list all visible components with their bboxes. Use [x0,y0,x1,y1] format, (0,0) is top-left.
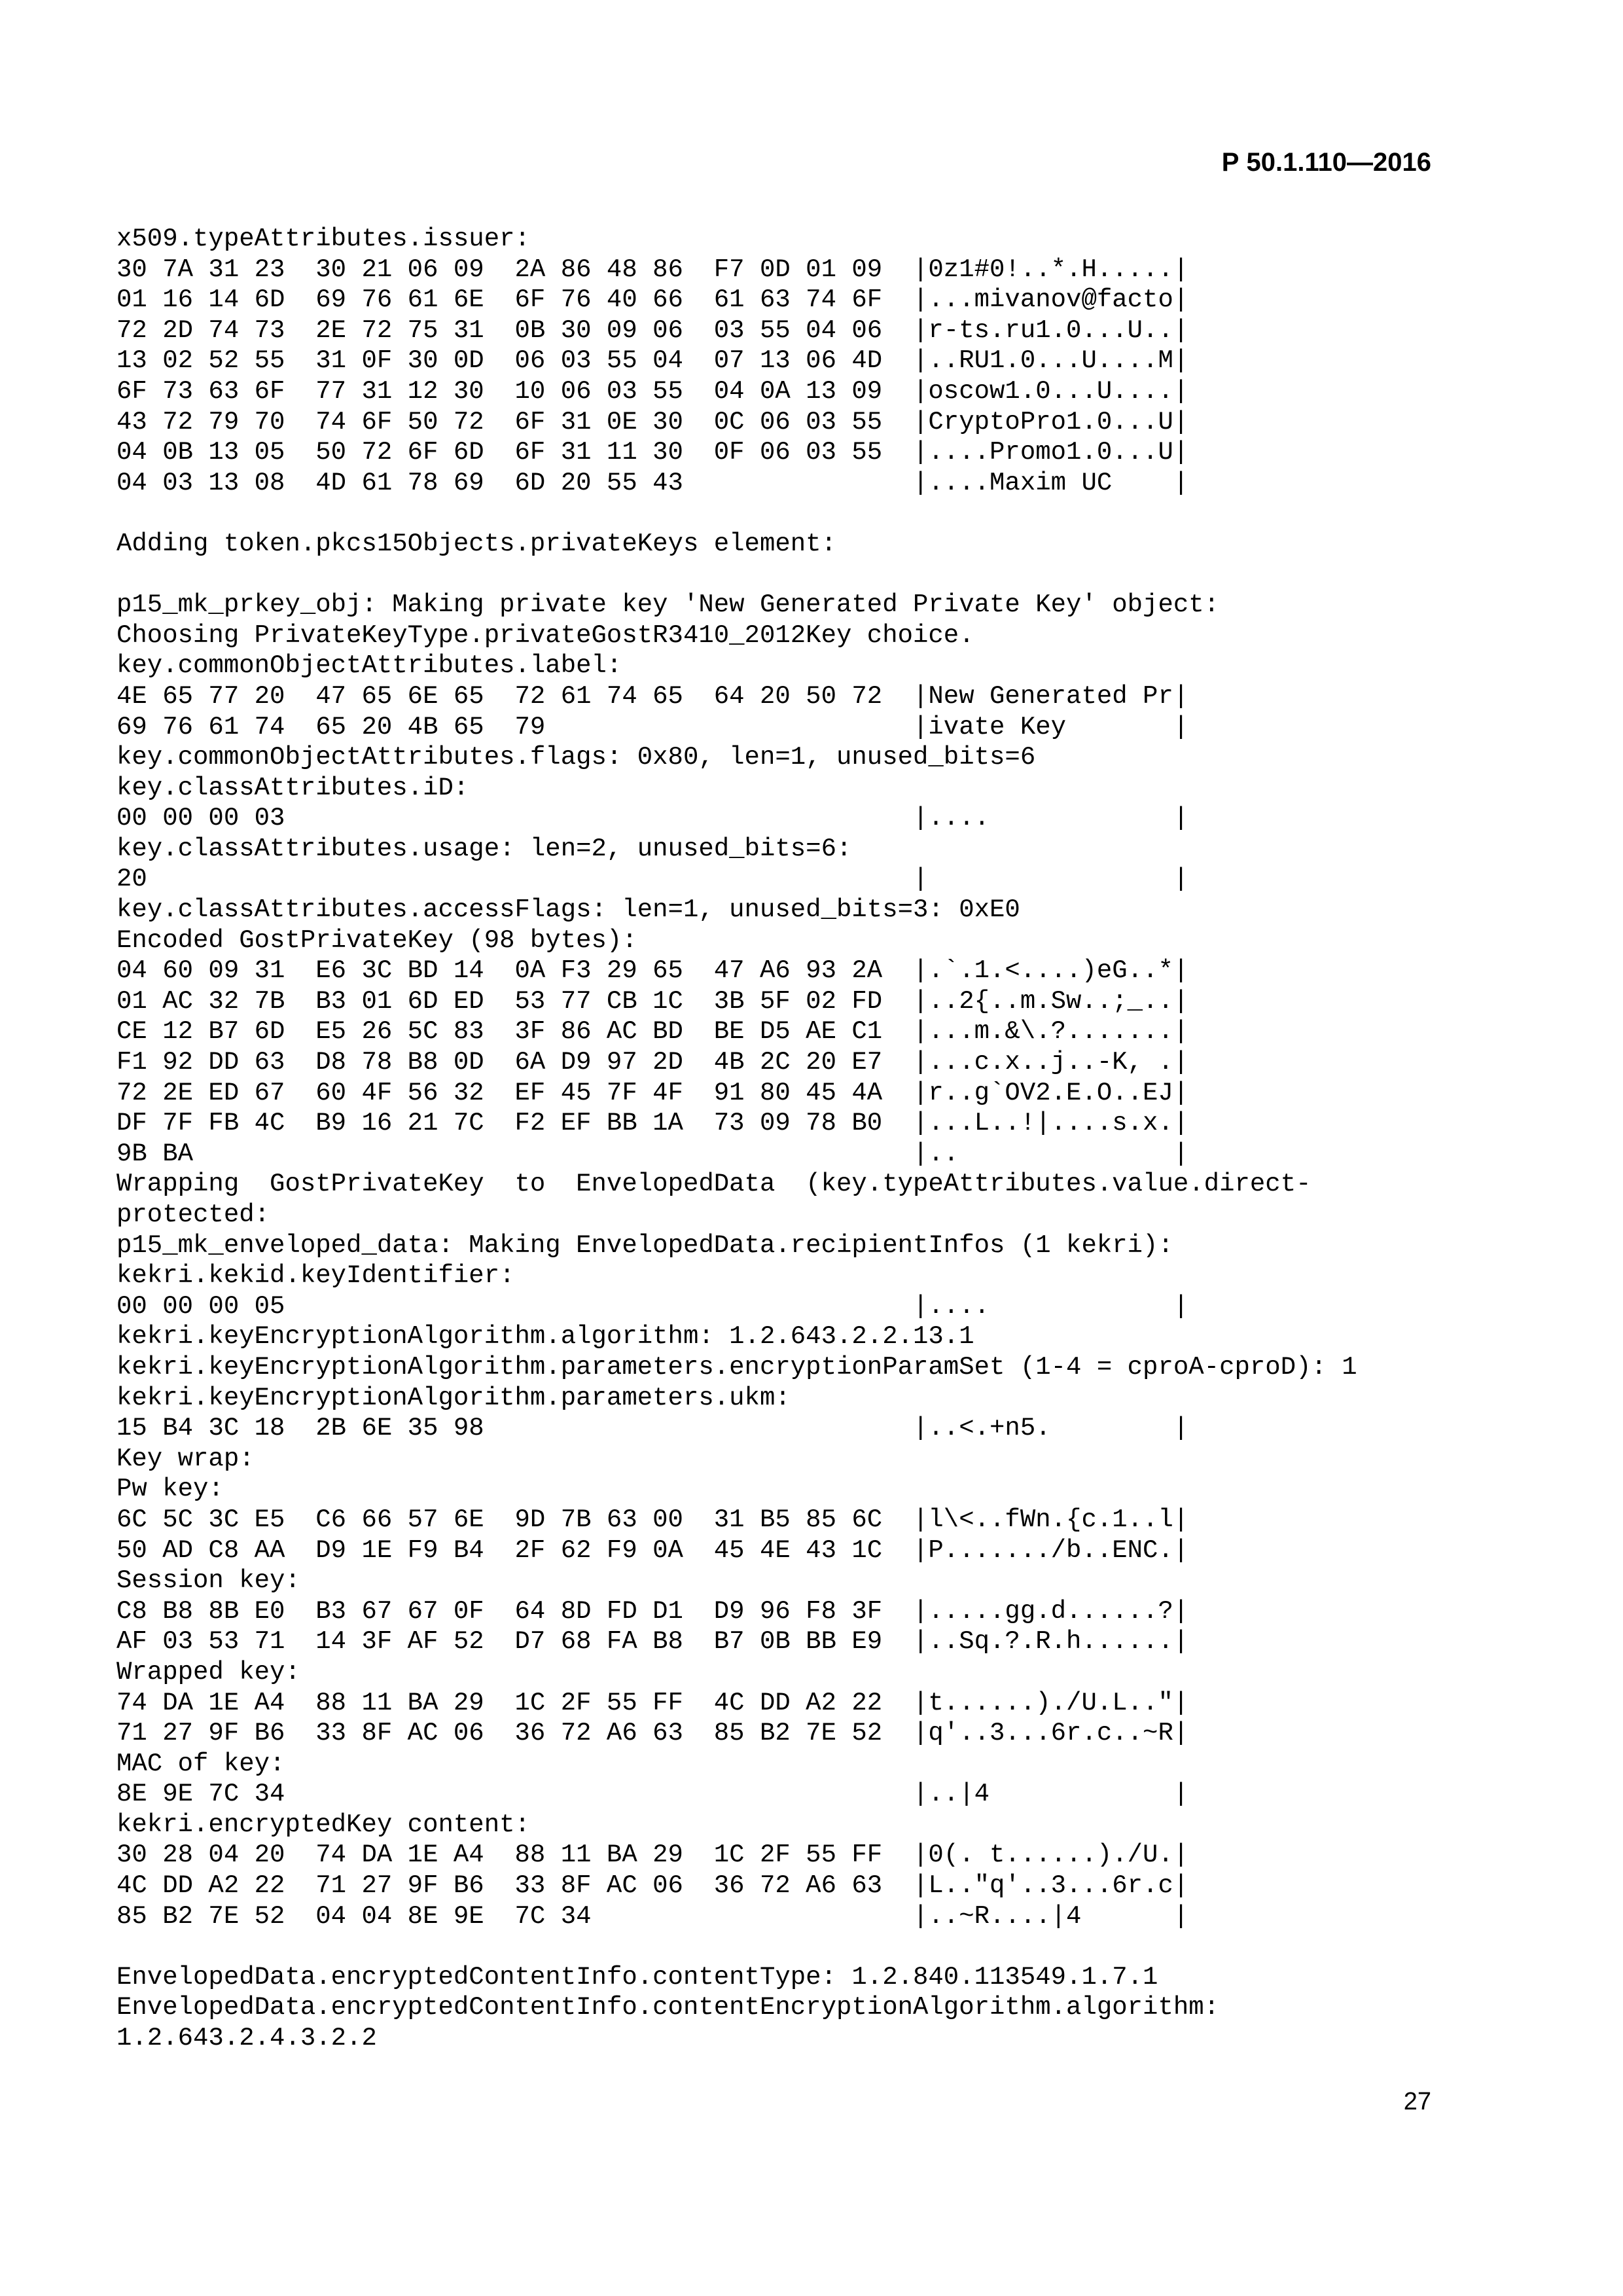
listing-line: protected: [116,1200,270,1229]
listing-line: 43 72 79 70 74 6F 50 72 6F 31 0E 30 0C 06 03 55 |CryptoPro1.0...U| [116,407,1189,437]
listing-line: key.classAttributes.usage: len=2, unused_bits=6: [116,834,852,863]
listing-line: 00 00 00 03 |.... | [116,804,1189,833]
listing-line: 4C DD A2 22 71 27 9F B6 33 8F AC 06 36 72 A6 63 |L.."q'..3...6r.c| [116,1871,1189,1901]
listing-line: key.commonObjectAttributes.flags: 0x80, len=1, unused_bits=6 [116,743,1036,772]
listing-line: 72 2D 74 73 2E 72 75 31 0B 30 09 06 03 55 04 06 |r-ts.ru1.0...U..| [116,315,1189,345]
listing-line: Pw key: [116,1475,224,1504]
listing-line: 00 00 00 05 |.... | [116,1291,1189,1321]
listing-line: 04 60 09 31 E6 3C BD 14 0A F3 29 65 47 A6 93 2A |.`.1.<....)eG..*| [116,956,1189,986]
listing-line: kekri.keyEncryptionAlgorithm.algorithm: 1.2.643.2.2.13.1 [116,1322,974,1352]
listing-line: MAC of key: [116,1749,285,1778]
listing-line: 74 DA 1E A4 88 11 BA 29 1C 2F 55 FF 4C DD A2 22 |t......)./U.L.."| [116,1688,1189,1717]
listing-line: F1 92 DD 63 D8 78 B8 0D 6A D9 97 2D 4B 2C 20 E7 |...c.x..j..-K, .| [116,1048,1189,1077]
listing-line: Adding token.pkcs15Objects.privateKeys element: [116,529,836,558]
listing-line: C8 B8 8B E0 B3 67 67 0F 64 8D FD D1 D9 96 F8 3F |.....gg.d......?| [116,1596,1189,1626]
listing-line: 6C 5C 3C E5 C6 66 57 6E 9D 7B 63 00 31 B5 85 6C |l\<..fWn.{c.1..l| [116,1505,1189,1534]
listing-line: kekri.keyEncryptionAlgorithm.parameters.encryptionParamSet (1-4 = cproA-cproD): 1 [116,1352,1357,1382]
listing-line: 04 03 13 08 4D 61 78 69 6D 20 55 43 |....Maxim UC | [116,468,1189,497]
listing-line: p15_mk_prkey_obj: Making private key 'New Generated Private Key' object: [116,590,1220,620]
listing-line: kekri.keyEncryptionAlgorithm.parameters.ukm: [116,1383,791,1412]
blank-line [116,498,1442,529]
listing-line: 20 | | [116,865,1189,894]
listing-line: Wrapping GostPrivateKey to EnvelopedData (key.typeAttributes.value.direct- [116,1170,1311,1199]
listing-line: Encoded GostPrivateKey (98 bytes): [116,925,637,955]
listing-line: 15 B4 3C 18 2B 6E 35 98 |..<.+n5. | [116,1414,1189,1443]
listing-line: 01 16 14 6D 69 76 61 6E 6F 76 40 66 61 63 74 6F |...mivanov@facto| [116,285,1189,315]
listing-line: Choosing PrivateKeyType.privateGostR3410_2012Key choice. [116,620,974,650]
page-number: 27 [1403,2088,1431,2115]
listing-line: 71 27 9F B6 33 8F AC 06 36 72 A6 63 85 B2 7E 52 |q'..3...6r.c..~R| [116,1719,1189,1748]
blank-line [116,1931,1442,1962]
listing-line: 30 28 04 20 74 DA 1E A4 88 11 BA 29 1C 2F 55 FF |0(. t......)./U.| [116,1840,1189,1870]
listing-line: 4E 65 77 20 47 65 6E 65 72 61 74 65 64 20 50 72 |New Generated Pr| [116,681,1189,711]
hex-dump-listing [116,224,1442,2054]
listing-line: 8E 9E 7C 34 |..|4 | [116,1780,1189,1809]
listing-line: x509.typeAttributes.issuer: [116,224,530,253]
listing-line: key.commonObjectAttributes.label: [116,651,622,681]
listing-line: CE 12 B7 6D E5 26 5C 83 3F 86 AC BD BE D5 AE C1 |...m.&\.?.......| [116,1017,1189,1047]
listing-line: 1.2.643.2.4.3.2.2 [116,2024,377,2053]
listing-line: 50 AD C8 AA D9 1E F9 B4 2F 62 F9 0A 45 4E 43 1C |P......./b..ENC.| [116,1535,1189,1565]
listing-line: 13 02 52 55 31 0F 30 0D 06 03 55 04 07 13 06 4D |..RU1.0...U....M| [116,346,1189,376]
listing-line: 6F 73 63 6F 77 31 12 30 10 06 03 55 04 0A 13 09 |oscow1.0...U....| [116,376,1189,406]
listing-line: AF 03 53 71 14 3F AF 52 D7 68 FA B8 B7 0B BB E9 |..Sq.?.R.h......| [116,1627,1189,1657]
listing-line: 72 2E ED 67 60 4F 56 32 EF 45 7F 4F 91 80 45 4A |r..g`OV2.E.O..EJ| [116,1078,1189,1107]
listing-line: key.classAttributes.accessFlags: len=1, unused_bits=3: 0xE0 [116,895,1020,925]
listing-line: EnvelopedData.encryptedContentInfo.contentEncryptionAlgorithm.algorithm: [116,1993,1220,2022]
listing-line: Session key: [116,1566,300,1596]
listing-line: 30 7A 31 23 30 21 06 09 2A 86 48 86 F7 0D 01 09 |0z1#0!..*.H.....| [116,255,1189,284]
listing-line: 85 B2 7E 52 04 04 8E 9E 7C 34 |..~R....|4 | [116,1901,1189,1931]
listing-line: DF 7F FB 4C B9 16 21 7C F2 EF BB 1A 73 09 78 B0 |...L..!|....s.x.| [116,1109,1189,1138]
listing-line: kekri.encryptedKey content: [116,1810,530,1839]
listing-line: p15_mk_enveloped_data: Making EnvelopedData.recipientInfos (1 kekri): [116,1230,1173,1260]
listing-line: 04 0B 13 05 50 72 6F 6D 6F 31 11 30 0F 06 03 55 |....Promo1.0...U| [116,438,1189,467]
listing-line: 69 76 61 74 65 20 4B 65 79 |ivate Key | [116,712,1189,742]
document-id-header: Р 50.1.110—2016 [1221,148,1431,177]
listing-line: Key wrap: [116,1444,255,1473]
listing-line: Wrapped key: [116,1657,300,1687]
listing-line: key.classAttributes.iD: [116,773,469,802]
listing-line: 9B BA |.. | [116,1139,1189,1168]
listing-line: kekri.kekid.keyIdentifier: [116,1261,515,1291]
listing-line: 01 AC 32 7B B3 01 6D ED 53 77 CB 1C 3B 5F 02 FD |..2{..m.Sw..;_..| [116,986,1189,1016]
blank-line [116,560,1442,590]
listing-line: EnvelopedData.encryptedContentInfo.contentType: 1.2.840.113549.1.7.1 [116,1962,1158,1992]
